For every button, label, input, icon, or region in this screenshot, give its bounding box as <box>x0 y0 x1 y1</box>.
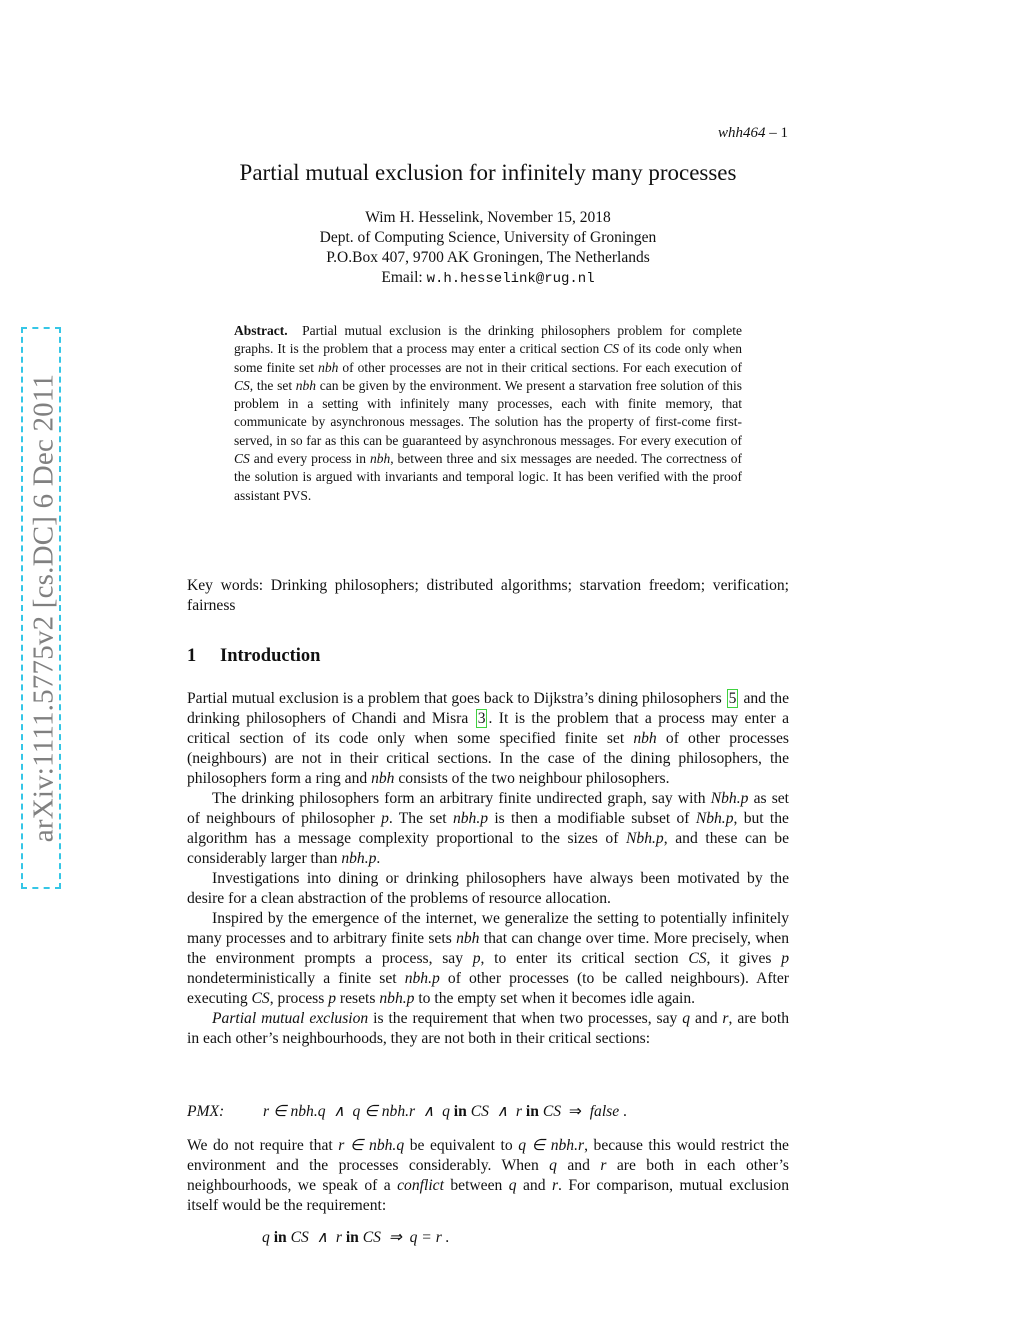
paragraph <box>187 1136 789 1216</box>
math-r: r <box>722 1010 729 1027</box>
pmx-formula <box>187 1102 627 1122</box>
text: and the drinking philosophers of Chandi and Misra <box>187 690 790 727</box>
math-Nbh-p: Nbh.p <box>695 810 734 827</box>
math-nbh: nbh <box>633 730 657 747</box>
math-cs: CS <box>688 950 707 967</box>
text: We do not require that <box>187 1137 333 1154</box>
text: Inspired by the emergence of the internet, we generalize the setting to potentially infinitely many processes and to arbitrary finite sets <box>187 910 789 947</box>
text: as set of neighbours of philosopher <box>187 790 790 827</box>
keyword-in: in <box>453 1103 467 1120</box>
keyword-in: in <box>525 1103 539 1120</box>
paragraph <box>187 1009 789 1049</box>
math-nbh-p: nbh.p <box>404 970 440 987</box>
running-head-label: whh464 <box>717 125 766 141</box>
formula-part: ∧ r <box>488 1103 522 1120</box>
math-cs: CS <box>234 377 250 393</box>
keyword-in: in <box>273 1229 287 1246</box>
formula-end: . <box>619 1103 627 1120</box>
math-cs: CS <box>290 1229 309 1246</box>
text: that can change over time. More precisely, when the environment prompts a process, say <box>187 930 789 967</box>
math-Nbh-p: Nbh.p <box>710 790 749 807</box>
formula-part: ∧ r <box>308 1229 342 1246</box>
math-q: q <box>508 1177 517 1194</box>
abstract <box>234 322 742 505</box>
section-number: 1 <box>187 646 197 666</box>
paragraph: Investigations into dining or drinking philosophers have always been motivated by the desire for a clean abstraction of the problems of resource allocation. <box>187 870 789 907</box>
arxiv-stamp-text: arXiv:1111.5775v2 [cs.DC] 6 Dec 2011 <box>27 373 60 843</box>
citation-link[interactable]: 3 <box>477 710 486 727</box>
paragraph <box>187 689 789 789</box>
text: , and these can be considerably larger than <box>187 830 789 867</box>
section-heading <box>187 646 320 667</box>
text: and <box>694 1010 718 1027</box>
author-block <box>0 208 976 289</box>
email-line <box>0 268 976 289</box>
math-nbh: nbh <box>369 451 391 467</box>
mutex-formula <box>262 1228 450 1248</box>
pmx-label: PMX: <box>187 1103 225 1120</box>
text: is then a modifiable subset of <box>494 810 690 827</box>
math-nbh-p: nbh.p <box>341 850 377 867</box>
text: . For comparison, mutual exclusion itself would be the requirement: <box>187 1177 790 1214</box>
text: Partial mutual exclusion is a problem that goes back to Dijkstra’s dining philosophers <box>187 690 722 707</box>
running-head <box>718 125 788 142</box>
text: consists of the two neighbour philosophers. <box>398 770 670 787</box>
email-label: Email: <box>381 269 423 286</box>
text: , it gives <box>706 950 772 967</box>
math-p: p <box>781 950 790 967</box>
math-expr: r ∈ nbh.q <box>338 1137 405 1154</box>
math-cs: CS <box>234 451 250 467</box>
math-p: p <box>472 950 481 967</box>
text: nondeterministically a finite set <box>187 970 397 987</box>
math-false: false <box>589 1103 620 1120</box>
paragraph <box>187 909 789 1009</box>
math-nbh: nbh <box>371 770 395 787</box>
text: and <box>567 1157 590 1174</box>
author-line: Wim H. Hesselink, November 15, 2018 <box>365 209 611 226</box>
math-nbh: nbh <box>456 930 480 947</box>
text: is the requirement that when two processes, say <box>373 1010 678 1027</box>
formula-part: ⇒ q = r . <box>380 1229 450 1246</box>
abstract-text: , the set <box>249 377 293 393</box>
keyword-in: in <box>345 1229 359 1246</box>
text: be equivalent to <box>409 1137 513 1154</box>
citation-link[interactable]: 5 <box>728 690 737 707</box>
text: . It is the problem that a process may enter a critical section of its code only when some specified finite set <box>187 710 789 747</box>
abstract-text: of its code only when some finite set <box>234 341 743 375</box>
emphasis: conflict <box>397 1177 444 1194</box>
emphasis: Partial mutual exclusion <box>212 1010 369 1027</box>
abstract-text: of other processes are not in their critical sections. For each execution of <box>342 359 743 375</box>
implies-symbol: ⇒ <box>561 1103 590 1120</box>
math-r: r <box>600 1157 607 1174</box>
paragraph <box>187 789 789 869</box>
math-q: q <box>549 1157 557 1174</box>
math-expr: q ∈ nbh.r <box>518 1137 585 1154</box>
text: and <box>522 1177 546 1194</box>
math-q: q <box>262 1229 270 1246</box>
math-cs: CS <box>251 990 270 1007</box>
text: . The set <box>388 810 447 827</box>
math-nbh-p: nbh.p <box>452 810 489 827</box>
math-cs: CS <box>470 1103 489 1120</box>
affiliation-line: Dept. of Computing Science, University of Groningen <box>319 229 657 246</box>
math-nbh: nbh <box>295 377 317 393</box>
abstract-text: , between three and six messages are needed. The correctness of the solution is argued with invariants and temporal logic. It has been verified with the proof assistant PVS. <box>234 451 743 503</box>
text: , but the algorithm has a message complexity proportional to the sizes of <box>187 810 789 847</box>
text: The drinking philosophers form an arbitrary finite undirected graph, say with <box>212 790 706 807</box>
text: , to enter its critical section <box>480 950 679 967</box>
math-q: q <box>682 1010 691 1027</box>
text: , process <box>269 990 325 1007</box>
introduction-body <box>187 689 789 1049</box>
text: to the empty set when it becomes idle again. <box>418 990 696 1007</box>
math-r: r <box>551 1177 559 1194</box>
text: of other processes (neighbours) are not in their critical sections. In the case of the dining philosophers, the philosophers form a ring and <box>187 730 789 787</box>
email-address[interactable]: w.h.hesselink@rug.nl <box>426 271 595 287</box>
math-p: p <box>381 810 389 827</box>
text: , are both in each other’s neighbourhoods, they are not both in their critical sections: <box>187 1010 789 1047</box>
math-cs: CS <box>542 1103 562 1120</box>
text: are both in each other’s neighbourhoods, we speak of a <box>187 1157 789 1194</box>
abstract-text: can be given by the environment. We present a starvation free solution of this problem in a setting with infinitely many processes, each with finite memory, that communicate by asynchronous messages. The solution has the property of first-come first-served, in so far as this can be guaranteed by asynchronous messages. For every execution of <box>234 377 743 448</box>
text: . <box>376 850 381 867</box>
text: , because this would restrict the environment and the processes considerably. When <box>187 1137 789 1174</box>
keywords: Key words: Drinking philosophers; distributed algorithms; starvation freedom; verification; fairness <box>187 577 789 614</box>
math-Nbh-p: Nbh.p <box>626 830 664 847</box>
math-cs: CS <box>603 341 620 357</box>
abstract-text: and every process in <box>253 451 367 467</box>
abstract-label: Abstract. <box>234 323 288 338</box>
section-title: Introduction <box>220 646 321 666</box>
math-nbh-p: nbh.p <box>379 990 415 1007</box>
formula-part: r ∈ nbh.q ∧ q ∈ nbh.r ∧ q <box>263 1103 450 1120</box>
math-nbh: nbh <box>318 359 339 375</box>
text: resets <box>339 990 376 1007</box>
math-p: p <box>328 990 337 1007</box>
math-cs: CS <box>362 1229 381 1246</box>
page-number: – 1 <box>769 125 788 141</box>
text: of other processes (to be called neighbours). After executing <box>187 970 789 1007</box>
paper-title: Partial mutual exclusion for infinitely many processes <box>239 160 737 185</box>
address-line: P.O.Box 407, 9700 AK Groningen, The Netherlands <box>326 249 650 266</box>
text: between <box>450 1177 503 1194</box>
abstract-text: Partial mutual exclusion is the drinking philosophers problem for complete graphs. It is the problem that a process may enter a critical section <box>234 323 743 357</box>
